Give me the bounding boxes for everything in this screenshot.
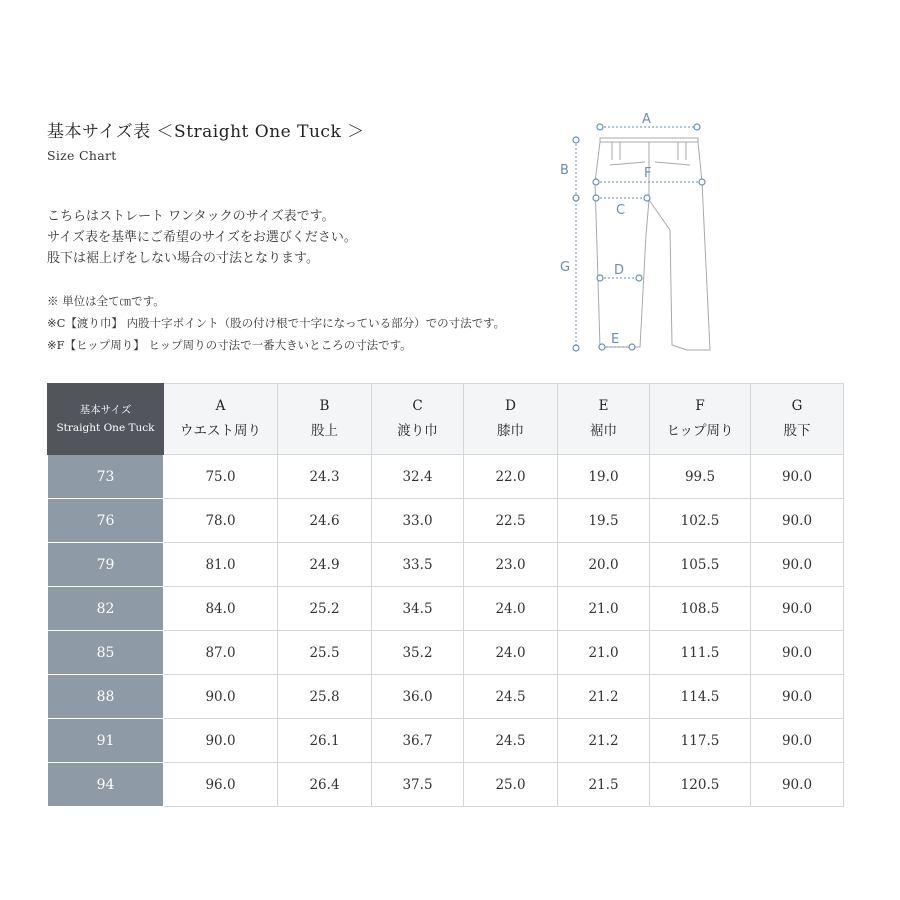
measurement-cell: 78.0 [164, 499, 278, 543]
label-a: A [642, 112, 651, 127]
measurement-cell: 22.0 [464, 455, 558, 499]
column-name: 膝巾 [497, 423, 524, 439]
column-header [464, 384, 558, 455]
table-header-row [48, 384, 844, 455]
label-e: E [611, 332, 620, 347]
measurement-cell: 32.4 [372, 455, 464, 499]
measurement-cell: 33.5 [372, 543, 464, 587]
notes [47, 290, 505, 356]
size-cell: 94 [48, 763, 164, 807]
column-name: ウエスト周り [180, 423, 261, 439]
measurement-cell: 84.0 [164, 587, 278, 631]
label-g: G [560, 260, 571, 275]
column-name: 股上 [311, 423, 338, 439]
measurement-cell: 24.3 [278, 455, 372, 499]
column-name: 渡り巾 [397, 423, 438, 439]
measurement-cell: 90.0 [751, 587, 844, 631]
description-line: 股下は裾上げをしない場合の寸法となります。 [47, 251, 319, 266]
column-name: ヒップ周り [666, 423, 734, 439]
measure-lines [576, 127, 702, 348]
measurement-cell: 96.0 [164, 763, 278, 807]
column-header [650, 384, 751, 455]
measurement-cell: 75.0 [164, 455, 278, 499]
size-cell: 79 [48, 543, 164, 587]
measurement-cell: 35.2 [372, 631, 464, 675]
measurement-cell: 23.0 [464, 543, 558, 587]
measure-points [573, 124, 705, 351]
column-header [751, 384, 844, 455]
measurement-cell: 111.5 [650, 631, 751, 675]
column-letter: E [598, 398, 609, 414]
label-c: C [616, 203, 626, 218]
table-row [48, 455, 844, 499]
measurement-cell: 90.0 [164, 719, 278, 763]
column-letter: F [695, 398, 705, 414]
size-cell: 88 [48, 675, 164, 719]
measurement-cell: 26.1 [278, 719, 372, 763]
measurement-cell: 24.6 [278, 499, 372, 543]
size-cell: 76 [48, 499, 164, 543]
measurement-cell: 117.5 [650, 719, 751, 763]
pants-outline [595, 138, 710, 350]
description-line: こちらはストレート ワンタックのサイズ表です。 [47, 209, 335, 224]
description [47, 206, 357, 269]
measurement-cell: 34.5 [372, 587, 464, 631]
measurement-cell: 105.5 [650, 543, 751, 587]
measurement-cell: 90.0 [751, 763, 844, 807]
measurement-cell: 36.0 [372, 675, 464, 719]
measurement-cell: 90.0 [751, 499, 844, 543]
column-name: 股下 [783, 423, 811, 439]
column-letter: D [505, 398, 516, 414]
measurement-cell: 33.0 [372, 499, 464, 543]
measurement-cell: 90.0 [164, 675, 278, 719]
measurement-cell: 90.0 [751, 719, 844, 763]
table-row [48, 499, 844, 543]
measurement-cell: 90.0 [751, 631, 844, 675]
column-header [164, 384, 278, 455]
description-line: サイズ表を基準にご希望のサイズをお選びください。 [47, 230, 357, 245]
table-row [48, 719, 844, 763]
measurement-cell: 21.0 [558, 587, 650, 631]
measurement-cell: 25.8 [278, 675, 372, 719]
measurement-cell: 21.0 [558, 631, 650, 675]
column-header [278, 384, 372, 455]
measurement-cell: 21.2 [558, 675, 650, 719]
measurement-cell: 24.5 [464, 675, 558, 719]
column-letter: C [412, 398, 423, 414]
column-letter: B [319, 398, 330, 414]
size-cell: 85 [48, 631, 164, 675]
measurement-cell: 108.5 [650, 587, 751, 631]
measurement-cell: 21.5 [558, 763, 650, 807]
corner-line: Straight One Tuck [56, 422, 155, 434]
note-line: ※C【渡り巾】 内股十字ポイント（股の付け根で十字になっている部分）での寸法です。 [47, 316, 506, 330]
measurement-cell: 24.0 [464, 631, 558, 675]
measurement-cell: 90.0 [751, 675, 844, 719]
size-label-header [48, 384, 164, 455]
column-header [558, 384, 650, 455]
label-f: F [644, 166, 652, 181]
page-title: 基本サイズ表 ＜Straight One Tuck ＞ [47, 122, 365, 142]
column-header [372, 384, 464, 455]
measurement-cell: 24.0 [464, 587, 558, 631]
measurement-cell: 26.4 [278, 763, 372, 807]
measurement-cell: 25.2 [278, 587, 372, 631]
column-name: 裾巾 [590, 423, 617, 439]
table-row [48, 675, 844, 719]
measurement-cell: 24.9 [278, 543, 372, 587]
measurement-cell: 102.5 [650, 499, 751, 543]
measurement-cell: 99.5 [650, 455, 751, 499]
table-row [48, 763, 844, 807]
measurement-cell: 36.7 [372, 719, 464, 763]
note-line: ※F【ヒップ周り】 ヒップ周りの寸法で一番大きいところの寸法です。 [47, 338, 412, 352]
size-table [47, 383, 844, 807]
pants-measurement-diagram [550, 100, 750, 362]
measurement-cell: 90.0 [751, 543, 844, 587]
measurement-cell: 20.0 [558, 543, 650, 587]
measurement-cell: 114.5 [650, 675, 751, 719]
measurement-cell: 90.0 [751, 455, 844, 499]
page-subtitle: Size Chart [47, 148, 117, 163]
measurement-cell: 22.5 [464, 499, 558, 543]
measurement-cell: 120.5 [650, 763, 751, 807]
measurement-cell: 87.0 [164, 631, 278, 675]
size-cell: 82 [48, 587, 164, 631]
measurement-cell: 24.5 [464, 719, 558, 763]
label-d: D [614, 263, 625, 278]
column-letter: A [215, 398, 226, 414]
measurement-cell: 21.2 [558, 719, 650, 763]
column-letter: G [791, 398, 803, 414]
table-row [48, 631, 844, 675]
note-line: ※ 単位は全て㎝です。 [47, 294, 165, 308]
size-cell: 73 [48, 455, 164, 499]
label-b: B [560, 163, 569, 178]
measurement-cell: 25.0 [464, 763, 558, 807]
measurement-cell: 81.0 [164, 543, 278, 587]
measurement-cell: 37.5 [372, 763, 464, 807]
measurement-cell: 25.5 [278, 631, 372, 675]
corner-line: 基本サイズ [79, 404, 132, 416]
measurement-cell: 19.0 [558, 455, 650, 499]
measurement-cell: 19.5 [558, 499, 650, 543]
table-row [48, 543, 844, 587]
table-row [48, 587, 844, 631]
size-cell: 91 [48, 719, 164, 763]
table-body [48, 455, 844, 807]
